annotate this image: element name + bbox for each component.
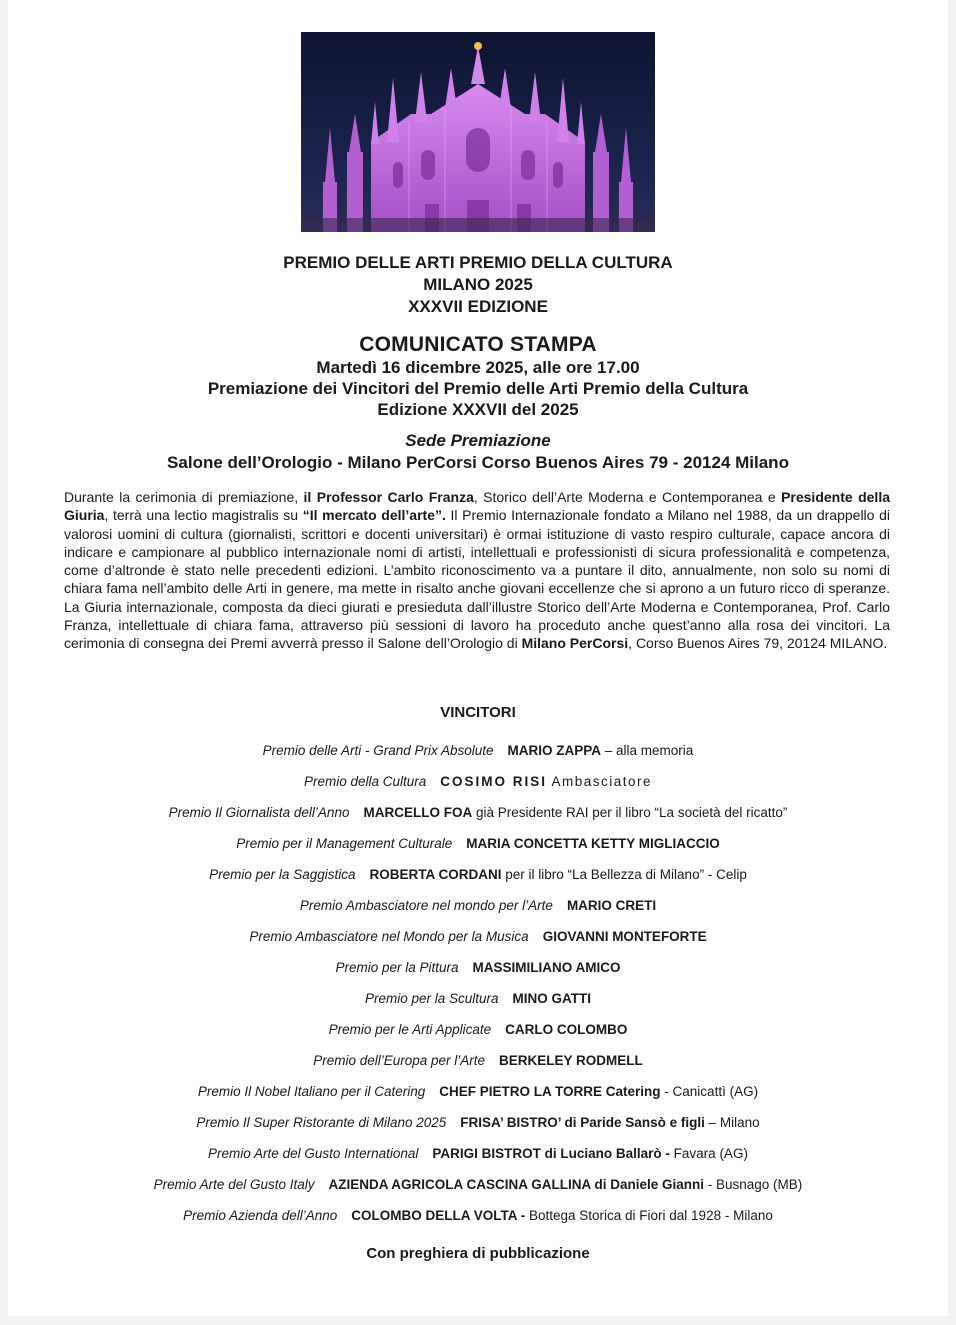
winner-detail: Ambasciatore xyxy=(547,774,653,789)
award-name: Premio per le Arti Applicate xyxy=(328,1022,492,1037)
winner-detail: per il libro “La Bellezza di Milano” - Celip xyxy=(501,867,747,882)
winner-row xyxy=(8,1205,948,1236)
award-name: Premio per la Scultura xyxy=(364,991,499,1006)
award-name: Premio Azienda dell’Anno xyxy=(183,1208,338,1223)
winner-name: MINO GATTI xyxy=(512,991,592,1006)
winner-row xyxy=(8,1019,948,1050)
winner-name: MASSIMILIANO AMICO xyxy=(472,960,621,975)
winner-name: CARLO COLOMBO xyxy=(505,1022,628,1037)
winner-name: GIOVANNI MONTEFORTE xyxy=(542,929,707,944)
winner-row xyxy=(8,802,948,833)
body-segment: , Storico dell’Arte Moderna e Contemporanea e xyxy=(473,489,782,505)
ceremony-edition: Edizione XXXVII del 2025 xyxy=(377,400,579,419)
body-segment: Durante la cerimonia di premiazione, xyxy=(64,489,304,505)
winner-detail: - Busnago (MB) xyxy=(704,1177,803,1192)
winner-detail: già Presidente RAI per il libro “La società del ricatto” xyxy=(472,805,788,820)
milan-cathedral-photo xyxy=(301,32,655,232)
award-name: Premio Il Giornalista dell’Anno xyxy=(168,805,350,820)
winner-detail: Favara (AG) xyxy=(669,1146,748,1161)
press-release-body xyxy=(64,488,890,653)
winner-name: MARCELLO FOA xyxy=(363,805,473,820)
winner-name: PARIGI BISTROT di Luciano Ballarò - xyxy=(432,1146,670,1161)
winner-row xyxy=(8,1143,948,1174)
prize-title: PREMIO DELLE ARTI PREMIO DELLA CULTURA xyxy=(283,253,673,272)
winners-heading: VINCITORI xyxy=(440,704,516,721)
winner-name: MARIA CONCETTA KETTY MIGLIACCIO xyxy=(466,836,720,851)
winner-name: BERKELEY RODMELL xyxy=(499,1053,643,1068)
winner-name: MARIO ZAPPA xyxy=(507,743,602,758)
award-name: Premio Il Nobel Italiano per il Catering xyxy=(197,1084,426,1099)
award-name: Premio Arte del Gusto International xyxy=(208,1146,419,1161)
body-bold-segment: “Il mercato dell’arte”. xyxy=(302,507,446,524)
press-release-title: COMUNICATO STAMPA xyxy=(359,333,597,356)
award-name: Premio Arte del Gusto Italy xyxy=(153,1177,315,1192)
winner-row xyxy=(8,771,948,802)
winner-row xyxy=(8,957,948,988)
award-name: Premio dell’Europa per l’Arte xyxy=(313,1053,486,1068)
winner-detail: - Canicattì (AG) xyxy=(660,1084,759,1099)
winner-name: COSIMO RISI xyxy=(440,774,548,789)
award-name: Premio Ambasciatore nel mondo per l’Arte xyxy=(299,898,553,913)
venue-address: Salone dell’Orologio - Milano PerCorsi Corso Buenos Aires 79 - 20124 Milano xyxy=(167,453,789,472)
winner-row xyxy=(8,1050,948,1081)
winner-row xyxy=(8,1081,948,1112)
publication-request: Con preghiera di pubblicazione xyxy=(366,1245,590,1262)
award-name: Premio per il Management Culturale xyxy=(236,836,453,851)
winner-row xyxy=(8,833,948,864)
winners-list xyxy=(8,740,948,1236)
winner-detail: – Milano xyxy=(704,1115,760,1130)
winner-name: AZIENDA AGRICOLA CASCINA GALLINA di Daniele Gianni xyxy=(328,1177,705,1192)
body-segment: Il Premio Internazionale fondato a Milano nel 1988, da un drappello di valorosi uomini di cultura (giornalisti, scrittori e docenti universitari) è ormai istituzione di vasto respiro culturale, capace ancora di indicare e campionare al pubblico internazionale nomi di artisti, intellettuali e professionisti di sicura professionalità e competenza, come d’altronde è stato nelle precedenti edizioni. L’ambito riconoscimento va a puntare il dito, annualmente, non solo su nomi di chiara fama nell’ambito delle Arti in genere, ma mette in risalto anche giovani eccellenze che si aprono a un futuro ricco di speranze. La Giuria internazionale, composta da dieci giurati e presieduta dall’illustre Storico dell’Arte Moderna e Contemporanea, Prof. Carlo Franza, intellettuale di chiara fama, attraverso più sessioni di lavoro ha proceduto anche quest’anno alla rosa dei vincitori. La cerimonia di consegna dei Premi avverrà presso il Salone dell’Orologio di xyxy=(64,507,890,652)
body-bold-segment: il Professor Carlo Franza xyxy=(303,489,474,505)
winner-row xyxy=(8,740,948,771)
award-name: Premio Ambasciatore nel Mondo per la Musica xyxy=(249,929,529,944)
ceremony-title: Premiazione dei Vincitori del Premio delle Arti Premio della Cultura xyxy=(207,379,749,398)
body-bold-segment: Presidente della Giuria xyxy=(64,489,890,524)
body-segment: , Corso Buenos Aires 79, 20124 MILANO. xyxy=(628,635,888,652)
prize-city-year: MILANO 2025 xyxy=(423,275,533,294)
award-name: Premio della Cultura xyxy=(303,774,427,789)
winner-name: FRISA’ BISTRO’ di Paride Sansò e figli xyxy=(460,1115,705,1130)
winner-detail: – alla memoria xyxy=(601,743,694,758)
winner-row xyxy=(8,895,948,926)
winner-row xyxy=(8,988,948,1019)
winner-detail: Bottega Storica di Fiori dal 1928 - Milano xyxy=(525,1208,773,1223)
cathedral-illustration xyxy=(301,32,655,232)
award-name: Premio delle Arti - Grand Prix Absolute xyxy=(262,743,494,758)
body-bold-segment: Milano PerCorsi xyxy=(521,635,629,652)
winner-row xyxy=(8,926,948,957)
body-segment: , terrà una lectio magistralis su xyxy=(104,507,303,524)
award-name: Premio per la Pittura xyxy=(335,960,459,975)
winner-name: ROBERTA CORDANI xyxy=(369,867,502,882)
document-page xyxy=(8,0,948,1316)
winner-name: MARIO CRETI xyxy=(566,898,657,913)
winner-row xyxy=(8,1112,948,1143)
event-date: Martedì 16 dicembre 2025, alle ore 17.00 xyxy=(316,358,640,377)
winner-row xyxy=(8,1174,948,1205)
award-name: Premio per la Saggistica xyxy=(209,867,356,882)
winner-name: CHEF PIETRO LA TORRE Catering xyxy=(439,1084,661,1099)
award-name: Premio Il Super Ristorante di Milano 2025 xyxy=(196,1115,447,1130)
prize-edition: XXXVII EDIZIONE xyxy=(408,297,548,316)
venue-label: Sede Premiazione xyxy=(405,431,551,450)
winner-row xyxy=(8,864,948,895)
winner-name: COLOMBO DELLA VOLTA - xyxy=(351,1208,526,1223)
